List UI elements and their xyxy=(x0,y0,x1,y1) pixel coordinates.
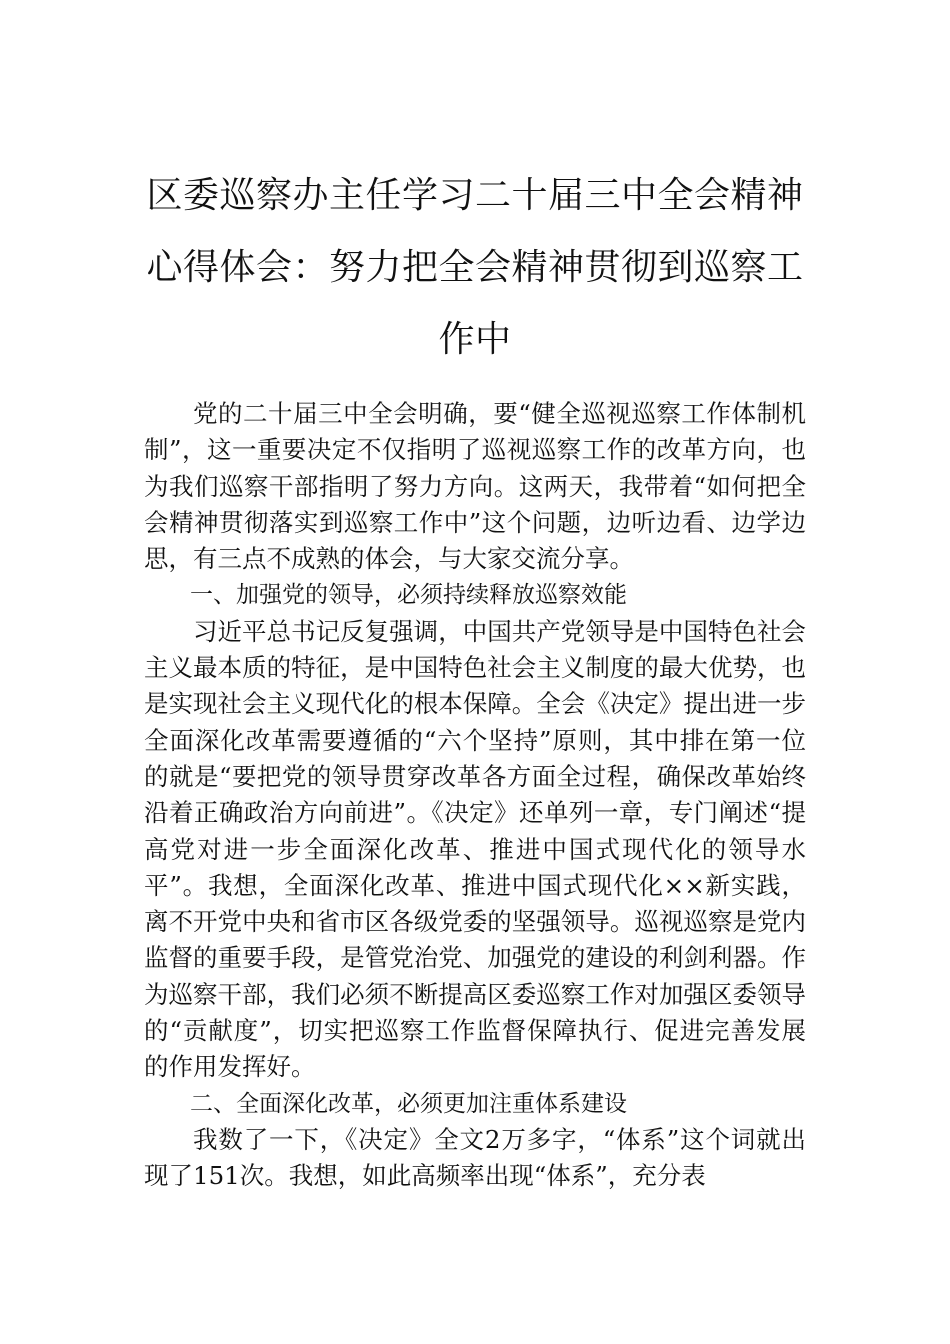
section-heading-1: 一、加强党的领导，必须持续释放巡察效能 xyxy=(190,582,627,609)
title-line-1: 区委巡察办主任学习二十届三中全会精神 xyxy=(146,175,804,216)
document-title xyxy=(120,160,830,376)
intro-paragraph: 党的二十届三中全会明确，要“健全巡视巡察工作体制机制”，这一重要决定不仅指明了巡视巡察工作的改革方向，也为我们巡察干部指明了努力方向。这两天，我带着“如何把全会精神贯彻落实到巡察工作中”这个问题，边听边看、边学边思，有三点不成熟的体会，与大家交流分享。 xyxy=(144,399,806,574)
title-line-3: 作中 xyxy=(438,319,512,360)
document-body xyxy=(144,396,806,1195)
section-2-paragraph: 我数了一下，《决定》全文2万多字，“体系”这个词就出现了151次。我想，如此高频率出现“体系”，充分表 xyxy=(144,1124,806,1191)
title-line-2: 心得体会：努力把全会精神贯彻到巡察工 xyxy=(146,247,804,288)
section-heading-2: 二、全面深化改革，必须更加注重体系建设 xyxy=(190,1090,627,1117)
section-1-paragraph: 习近平总书记反复强调，中国共产党领导是中国特色社会主义最本质的特征，是中国特色社会主义制度的最大优势，也是实现社会主义现代化的根本保障。全会《决定》提出进一步全面深化改革需要遵循的“六个坚持”原则，其中排在第一位的就是“要把党的领导贯穿改革各方面全过程，确保改革始终沿着正确政治方向前进”。《决定》还单列一章，专门阐述“提高党对进一步全面深化改革、推进中国式现代化的领导水平”。我想，全面深化改革、推进中国式现代化××新实践，离不开党中央和省市区各级党委的坚强领导。巡视巡察是党内监督的重要手段，是管党治党、加强党的建设的利剑利器。作为巡察干部，我们必须不断提高区委巡察工作对加强区委领导的“贡献度”，切实把巡察工作监督保障执行、促进完善发展的作用发挥好。 xyxy=(144,616,806,1082)
